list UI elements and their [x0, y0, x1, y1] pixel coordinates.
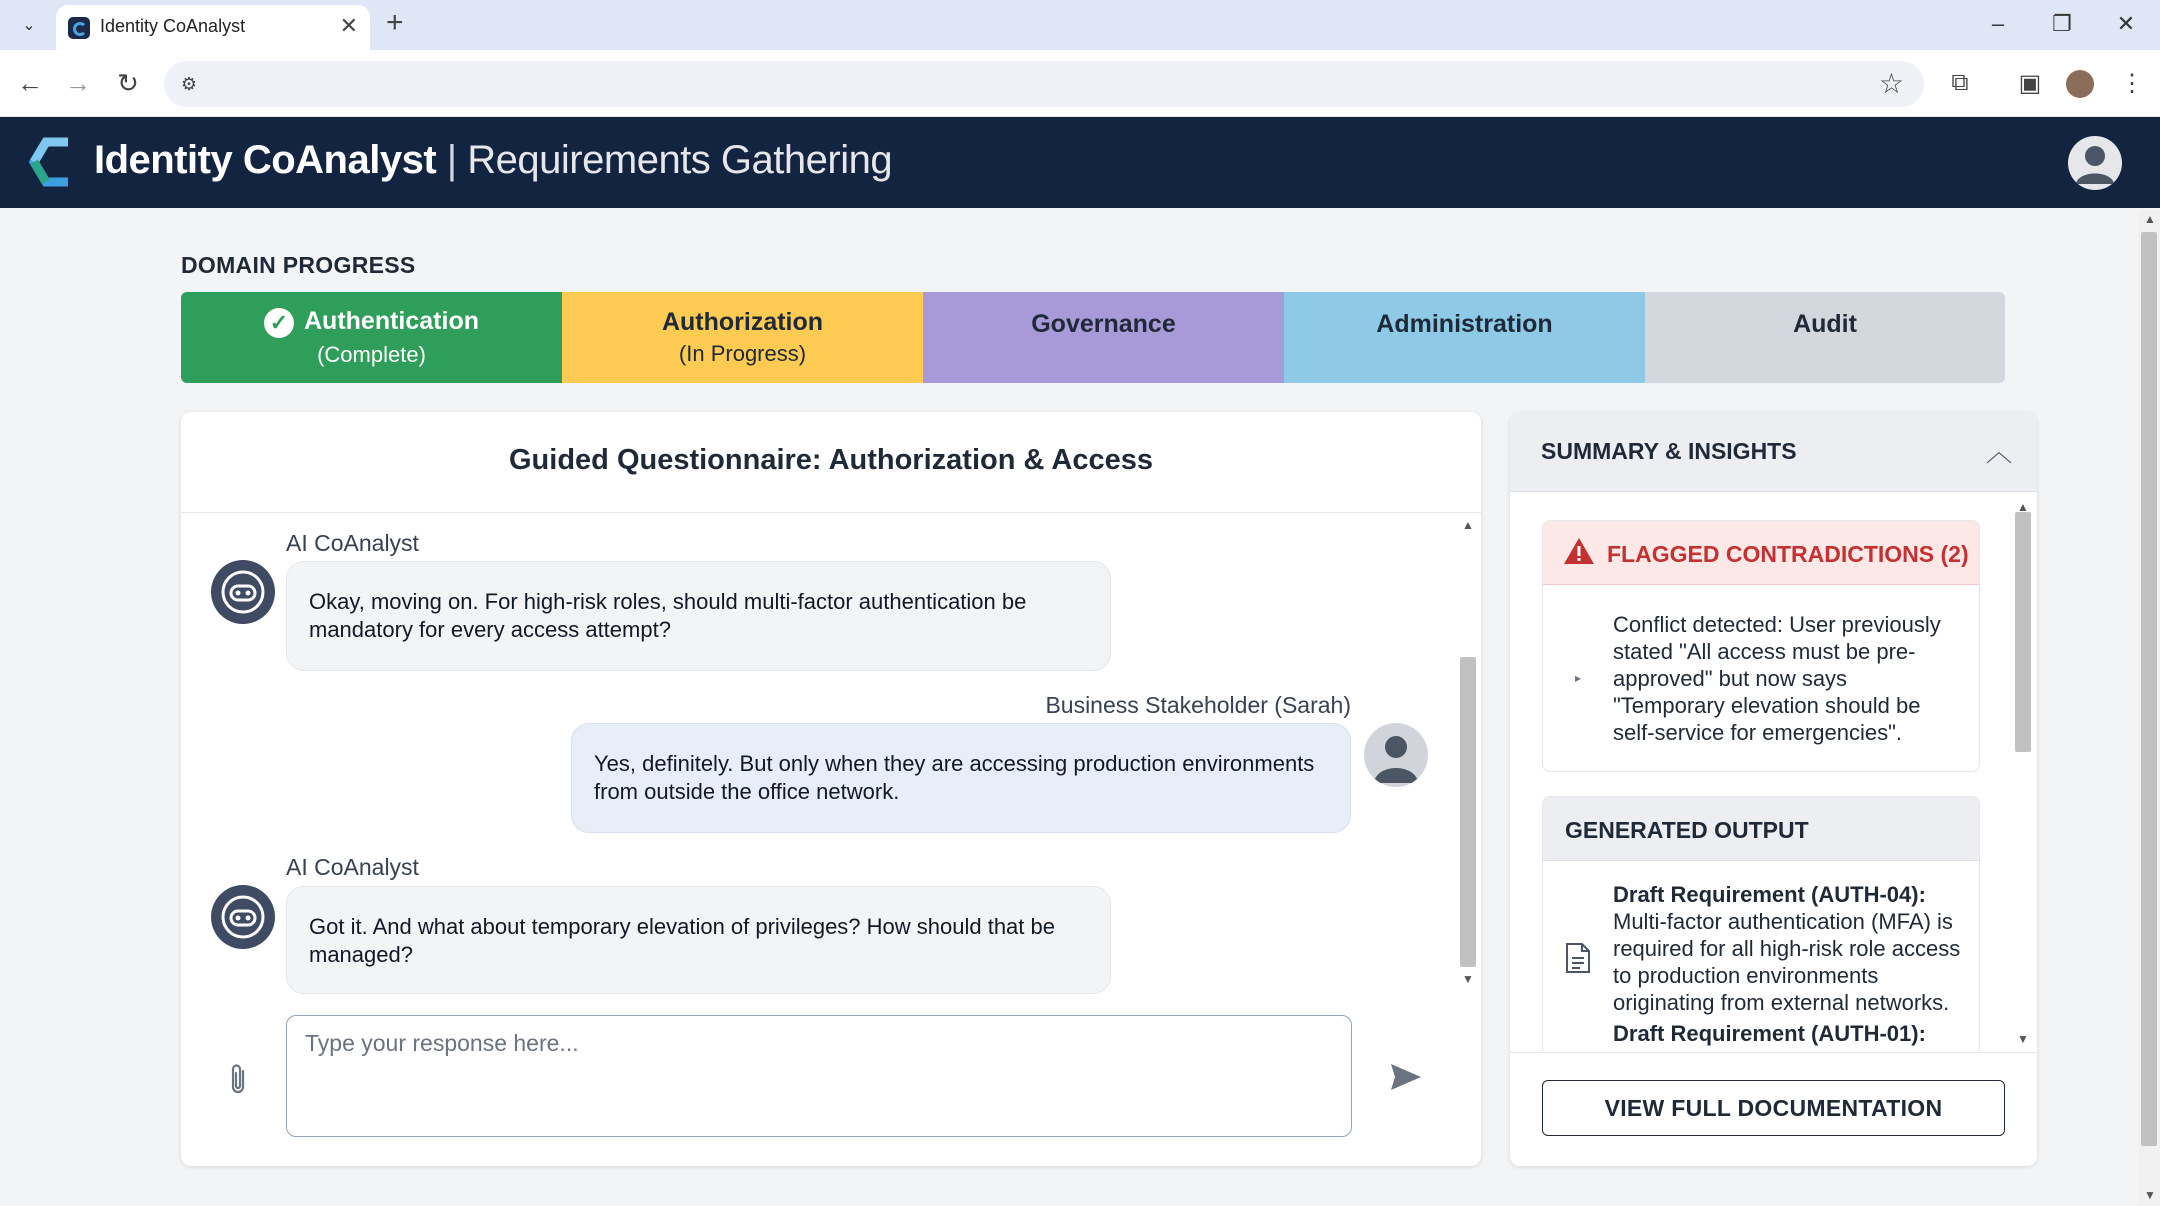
view-full-documentation-button[interactable]: VIEW FULL DOCUMENTATION [1542, 1080, 2005, 1136]
browser-toolbar [0, 50, 2160, 117]
summary-scrollbar-thumb[interactable] [2015, 512, 2031, 752]
app-name: Identity CoAnalyst [94, 138, 437, 182]
extensions-icon[interactable]: ⧉ [1951, 69, 1969, 96]
new-tab-button[interactable]: + [386, 6, 404, 39]
response-input[interactable] [305, 1030, 1325, 1057]
app-title [94, 138, 892, 183]
app-subtitle: Requirements Gathering [467, 138, 893, 182]
flagged-header[interactable] [1543, 521, 1980, 585]
summary-title: SUMMARY & INSIGHTS [1541, 438, 1797, 464]
attachment-paperclip-icon[interactable] [227, 1063, 249, 1105]
back-icon[interactable]: ← [17, 67, 43, 98]
chat-scrollbar-thumb[interactable] [1460, 657, 1476, 967]
summary-scroll-down-icon[interactable]: ▼ [2017, 1032, 2029, 1046]
domain-segment-audit[interactable] [1645, 292, 2005, 383]
browser-tab[interactable] [56, 5, 370, 50]
page-scrollbar-thumb[interactable] [2141, 232, 2157, 1146]
segment-name: Audit [1793, 310, 1857, 338]
domain-segment-authorization[interactable] [562, 292, 923, 383]
draft-requirement-text: Multi-factor authentication (MFA) is required for all high-risk role access to production environments originating from external networks. [1613, 909, 1961, 1015]
domain-progress-bar [181, 292, 2005, 383]
collapse-chevron-up-icon[interactable]: ︿ [1986, 437, 2013, 467]
segment-status: (In Progress) [678, 341, 807, 366]
message-sender: AI CoAnalyst [286, 530, 419, 556]
stakeholder-avatar-icon [1364, 723, 1428, 787]
scroll-up-arrow-icon[interactable]: ▲ [1462, 518, 1474, 532]
page-scroll-down-icon[interactable]: ▼ [2144, 1188, 2156, 1202]
reload-icon[interactable]: ↻ [117, 67, 139, 98]
tab-favicon-icon [68, 17, 90, 39]
response-input-box[interactable] [286, 1015, 1352, 1137]
user-message-bubble: Yes, definitely. But only when they are accessing production environments from outside the office network. [571, 723, 1351, 833]
restore-icon[interactable]: ❐ [2052, 11, 2072, 36]
generated-output-card [1542, 796, 1980, 1056]
contradiction-text: Conflict detected: User previously stated "All access must be pre-approved" but now says "Temporary elevation should be self-service for emergencies". [1613, 612, 1941, 745]
domain-segment-authentication[interactable] [181, 292, 562, 383]
tab-title: Identity CoAnalyst [100, 16, 246, 36]
message-sender: AI CoAnalyst [286, 854, 419, 880]
next-draft-requirement-label: Draft Requirement (AUTH-01): [1613, 1021, 1926, 1046]
send-icon[interactable] [1389, 1062, 1423, 1100]
segment-name: Authentication [304, 307, 479, 336]
bot-avatar-icon [211, 560, 275, 624]
segment-name: Governance [1031, 310, 1176, 338]
summary-footer-divider [1510, 1052, 2037, 1053]
generated-output-title: GENERATED OUTPUT [1565, 817, 1809, 843]
questionnaire-title: Guided Questionnaire: Authorization & Access [509, 444, 1153, 476]
segment-status: (Complete) [317, 341, 426, 367]
message-sender: Business Stakeholder (Sarah) [1045, 692, 1351, 718]
minimize-icon[interactable]: – [1991, 11, 2005, 36]
summary-scroll-up-icon[interactable]: ▲ [2017, 500, 2029, 514]
summary-insights-panel [1510, 412, 2037, 1166]
bookmark-star-icon[interactable]: ☆ [1878, 68, 1904, 99]
user-avatar-icon[interactable] [2068, 136, 2122, 190]
page-scroll-up-icon[interactable]: ▲ [2144, 212, 2156, 226]
segment-name: Administration [1376, 310, 1553, 338]
bot-avatar-icon [211, 885, 275, 949]
title-separator: | [446, 138, 457, 182]
forward-icon[interactable]: → [65, 67, 91, 98]
draft-requirement-label: Draft Requirement (AUTH-04): [1613, 882, 1926, 907]
divider [181, 512, 1481, 513]
browser-profile-avatar[interactable] [2066, 70, 2094, 98]
ai-message-bubble: Okay, moving on. For high-risk roles, should multi-factor authentication be mandatory for every access attempt? [286, 561, 1111, 671]
domain-segment-administration[interactable] [1284, 292, 1645, 383]
domain-progress-label: DOMAIN PROGRESS [181, 252, 416, 278]
domain-segment-governance[interactable] [923, 292, 1284, 383]
browser-tab-strip [0, 0, 2160, 50]
document-icon [1565, 942, 1591, 974]
window-close-icon[interactable]: ✕ [2116, 11, 2136, 36]
ai-message-bubble: Got it. And what about temporary elevation of privileges? How should that be managed? [286, 886, 1111, 994]
browser-menu-icon[interactable]: ⋮ [2120, 69, 2144, 97]
scroll-down-arrow-icon[interactable]: ▼ [1462, 972, 1474, 986]
segment-name: Authorization [661, 308, 824, 336]
questionnaire-panel [181, 412, 1481, 1166]
generated-output-header [1543, 797, 1980, 861]
site-info-icon[interactable]: ⚙ [180, 73, 198, 94]
flagged-title: FLAGGED CONTRADICTIONS (2) [1607, 541, 1969, 567]
address-bar[interactable] [164, 61, 1924, 107]
expand-caret-icon[interactable]: ▸ [1575, 671, 1582, 685]
summary-header[interactable] [1510, 412, 2037, 492]
flagged-contradictions-card [1542, 520, 1980, 772]
tab-search-chevron-icon[interactable]: ⌄ [22, 17, 36, 34]
tab-close-icon[interactable]: ✕ [339, 13, 358, 38]
side-panel-icon[interactable]: ▣ [2018, 69, 2042, 97]
identity-coanalyst-logo-icon [28, 134, 82, 190]
warning-triangle-icon [1563, 537, 1595, 565]
checkmark-icon: ✓ [264, 308, 294, 338]
draft-requirement [1613, 881, 1963, 1047]
